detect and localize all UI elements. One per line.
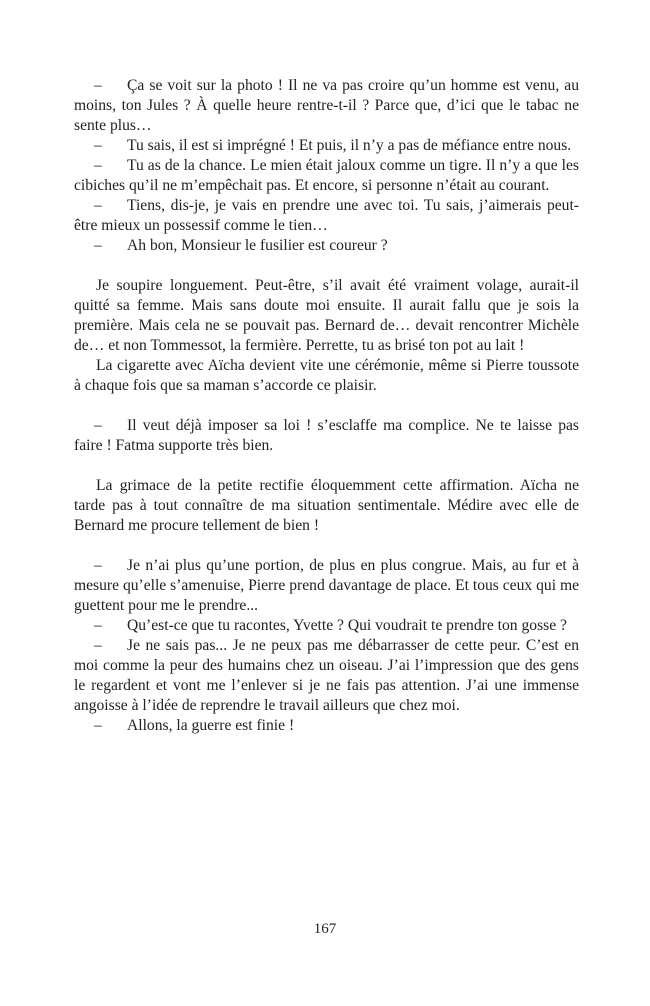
page-number: 167	[313, 921, 337, 937]
dialogue-text: Qu’est-ce que tu racontes, Yvette ? Qui voudrait te prendre ton gosse ?	[127, 617, 567, 634]
dialogue-dash: –	[94, 557, 102, 574]
paragraph-gap	[74, 456, 579, 476]
dialogue-line	[74, 616, 579, 636]
paragraph-gap	[74, 536, 579, 556]
dialogue-line	[74, 236, 579, 256]
page-body	[74, 76, 579, 736]
dialogue-dash: –	[94, 157, 102, 174]
dialogue-dash: –	[94, 237, 102, 254]
dialogue-text: Ça se voit sur la photo ! Il ne va pas croire qu’un homme est venu, au moins, ton Jules ? À quelle heure rentre-t-il ? Parce que, d’ici que le tabac ne sente plus…	[74, 77, 579, 134]
dialogue-text: Tu as de la chance. Le mien était jaloux comme un tigre. Il n’y a que les cibiches qu’il ne m’empêchait pas. Et encore, si personne n’était au courant.	[74, 157, 579, 194]
dialogue-dash: –	[94, 137, 102, 154]
dialogue-line	[74, 716, 579, 736]
dialogue-line	[74, 556, 579, 616]
dialogue-line	[74, 156, 579, 196]
dialogue-text: Je ne sais pas... Je ne peux pas me débarrasser de cette peur. C’est en moi comme la peur des humains chez un oiseau. J’ai l’impression que des gens le regardent et vont me l’enlever si je ne fais pas attention. J’ai une immense angoisse à l’idée de reprendre le travail ailleurs que chez moi.	[74, 637, 579, 714]
dialogue-line	[74, 416, 579, 456]
narrative-paragraph: Je soupire longuement. Peut-être, s’il avait été vraiment volage, aurait-il quitté sa femme. Mais sans doute moi ensuite. Il aurait fallu que je sois la première. Mais cela ne se pouvait pas. Bernard de… devait rencontrer Michèle de… et non Tommessot, la fermière. Perrette, tu as brisé ton pot au lait !	[74, 277, 579, 354]
dialogue-dash: –	[94, 417, 102, 434]
dialogue-text: Tiens, dis-je, je vais en prendre une avec toi. Tu sais, j’aimerais peut-être mieux un possessif comme le tien…	[74, 197, 579, 234]
paragraph-gap	[74, 396, 579, 416]
dialogue-dash: –	[94, 77, 102, 94]
dialogue-dash: –	[94, 617, 102, 634]
dialogue-text: Allons, la guerre est finie !	[127, 717, 295, 734]
paragraph-gap	[74, 256, 579, 276]
dialogue-dash: –	[94, 717, 102, 734]
dialogue-line	[74, 196, 579, 236]
dialogue-line	[74, 136, 579, 156]
dialogue-line	[74, 76, 579, 136]
dialogue-text: Il veut déjà imposer sa loi ! s’esclaffe ma complice. Ne te laisse pas faire ! Fatma supporte très bien.	[74, 417, 579, 454]
dialogue-text: Tu sais, il est si imprégné ! Et puis, il n’y a pas de méfiance entre nous.	[127, 137, 572, 154]
narrative-paragraph: La cigarette avec Aïcha devient vite une cérémonie, même si Pierre toussote à chaque fois que sa maman s’accorde ce plaisir.	[74, 357, 579, 394]
narrative-paragraph: La grimace de la petite rectifie éloquemment cette affirmation. Aïcha ne tarde pas à tout connaître de ma situation sentimentale. Médire avec elle de Bernard me procure tellement de bien !	[74, 477, 579, 534]
dialogue-dash: –	[94, 637, 102, 654]
dialogue-text: Je n’ai plus qu’une portion, de plus en plus congrue. Mais, au fur et à mesure qu’elle s’amenuise, Pierre prend davantage de place. Et tous ceux qui me guettent pour me le prendre...	[74, 557, 579, 614]
dialogue-dash: –	[94, 197, 102, 214]
dialogue-line	[74, 636, 579, 716]
dialogue-text: Ah bon, Monsieur le fusilier est coureur ?	[127, 237, 388, 254]
